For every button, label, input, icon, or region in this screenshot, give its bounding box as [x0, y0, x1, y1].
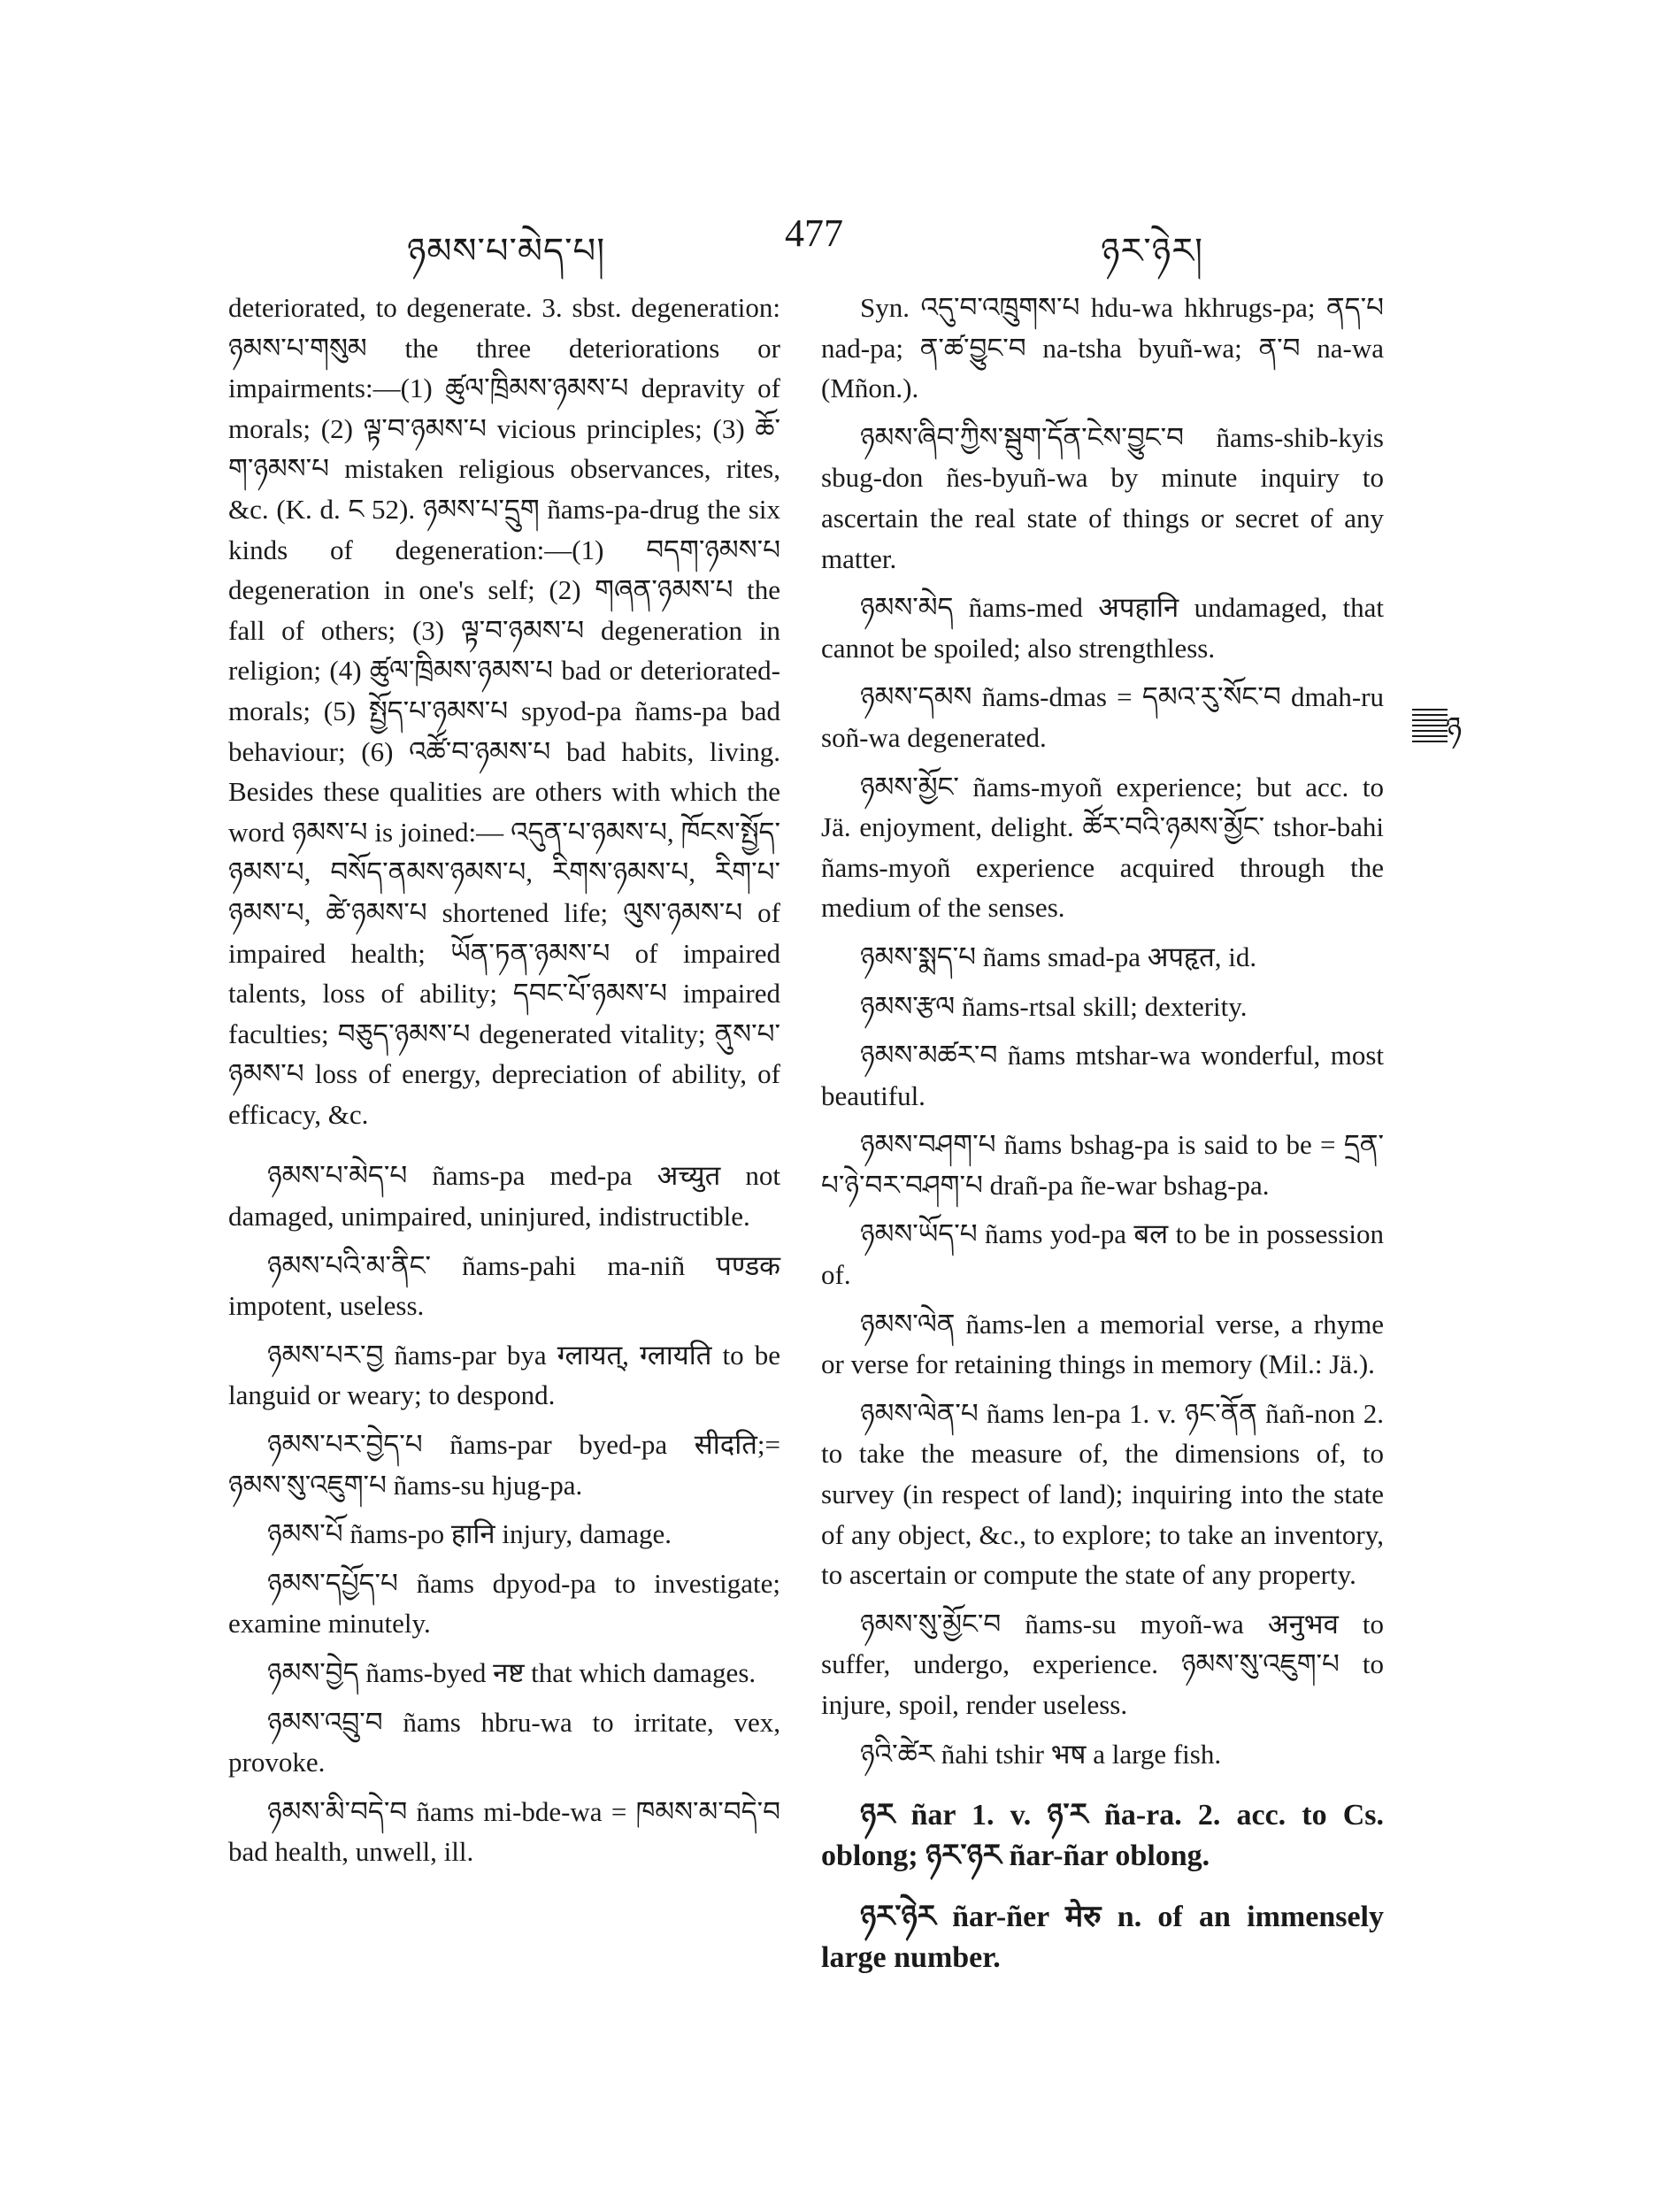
entry-nams-pahi-ma-nin: ཉམས་པའི་མ་ནིང་ ñams-pahi ma-niñ पण्डक impotent, useless.	[228, 1249, 780, 1322]
left-guide-word: ཉམས་པ་མེད་པ།	[407, 231, 606, 271]
thumb-index-letter: ཉ	[1446, 710, 1463, 746]
entry-nams-mi-bde-wa: ཉམས་མི་བདེ་བ ñams mi-bde-wa = ཁམས་མ་བདེ་བ bad health, unwell, ill.	[228, 1795, 780, 1868]
entry-nar-ner: ཉར་ཉེར ñar-ñer मेरु n. of an immensely large number.	[821, 1901, 1384, 1974]
entry-nams-myon: ཉམས་མྱོང་ ñams-myoñ experience; but acc. to Jä. enjoyment, delight. ཚོར་བའི་ཉམས་མྱོང་ tshor-bahi ñams-myoñ experience acquired through the medium of the senses.	[821, 771, 1384, 924]
entry-nahi-tshir: ཉའི་ཚེར ñahi tshir भष a large fish.	[860, 1738, 1222, 1770]
entry-nams-dpyod-pa: ཉམས་དཔྱོད་པ ñams dpyod-pa to investigate; examine minutely.	[228, 1567, 780, 1640]
entry-nams-hbru-wa: ཉམས་འབྲུ་བ ñams hbru-wa to irritate, vex, provoke.	[228, 1706, 780, 1778]
entry-nams-bshag-pa: ཉམས་བཤག་པ ñams bshag-pa is said to be = དྲན་པ་ཉེ་བར་བཤག་པ drañ-pa ñe-war bshag-pa.	[821, 1129, 1384, 1201]
page-number: 477	[785, 211, 843, 255]
running-header	[221, 211, 1407, 271]
entry-nams-par-bya: ཉམས་པར་བྱ ñams-par bya ग्लायत्, ग्लायति to be languid or weary; to despond.	[228, 1339, 780, 1411]
entry-nams-rtsal: ཉམས་རྩལ ñams-rtsal skill; dexterity.	[860, 990, 1248, 1022]
entry-nams-po: ཉམས་པོ ñams-po हानि injury, damage.	[267, 1518, 672, 1550]
thumb-index-tab	[1412, 704, 1467, 749]
entry-nams-par-byed-pa: ཉམས་པར་བྱེད་པ ñams-par byed-pa सीदति;= ཉམས་སུ་འཇུག་པ ñams-su hjug-pa.	[228, 1429, 780, 1501]
entry-nams-len-pa: ཉམས་ལེན་པ ñams len-pa 1. v. ཉང་ནོན ñañ-non 2. to take the measure of, the dimensions of, to survey (in respect of land); inquiring into the state of any object, &c., to explore; to take an inventory, to ascertain or compute the state of any property.	[821, 1397, 1384, 1591]
left-column	[228, 288, 780, 1881]
entry-nams-shib-kyis: ཉམས་ཞིབ་ཀྱིས་སྦུག་དོན་ངེས་བྱུང་བ ñams-shib-kyis sbug-don ñes-byuñ-wa by minute inquiry to ascertain the real state of things or secret of any matter.	[821, 421, 1384, 574]
right-guide-word: ཉར་ཉེར།	[1101, 231, 1203, 271]
thumb-index-icon	[1412, 704, 1467, 749]
entry-continuation: deteriorated, to degenerate. 3. sbst. degeneration: ཉམས་པ་གསུམ the three deteriorations or impairments:—(1) ཚུལ་ཁྲིམས་ཉམས་པ depravity of morals; (2) ལྟ་བ་ཉམས་པ vicious principles; (3) ཆོ་ག་ཉམས་པ mistaken religious observances, rites, &c. (K. d. ང 52). ཉམས་པ་དྲུག ñams-pa-drug the six kinds of degeneration:—(1) བདག་ཉམས་པ degeneration in one's self; (2) གཞན་ཉམས་པ the fall of others; (3) ལྟ་བ་ཉམས་པ degeneration in religion; (4) ཚུལ་ཁྲིམས་ཉམས་པ bad or deteriorated-morals; (5) སྤྱོད་པ་ཉམས་པ spyod-pa ñams-pa bad behaviour; (6) འཚོ་བ་ཉམས་པ bad habits, living. Besides these qualities are others with which the word ཉམས་པ is joined:— འདུན་པ་ཉམས་པ, ཁོངས་སྤྱོད་ཉམས་པ, བསོད་ནམས་ཉམས་པ, རིགས་ཉམས་པ, རིག་པ་ཉམས་པ, ཚེ་ཉམས་པ shortened life; ལུས་ཉམས་པ of impaired health; ཡོན་ཏན་ཉམས་པ of impaired talents, loss of ability; དབང་པོ་ཉམས་པ impaired faculties; བཅུད་ཉམས་པ degenerated vitality; ནུས་པ་ཉམས་པ loss of energy, depreciation of ability, of efficacy, &c.	[228, 292, 780, 1130]
entry-nams-yod-pa: ཉམས་ཡོད་པ ñams yod-pa बल to be in possession of.	[821, 1218, 1384, 1291]
entry-nar: ཉར ñar 1. v. ཉ་ར ña-ra. 2. acc. to Cs. oblong; ཉར་ཉར ñar-ñar oblong.	[821, 1799, 1384, 1872]
entry-nams-su-myon-wa: ཉམས་སུ་མྱོང་བ ñams-su myoñ-wa अनुभव to suffer, undergo, experience. ཉམས་སུ་འཇུག་པ to injure, spoil, render useless.	[821, 1608, 1384, 1720]
right-column	[821, 288, 1384, 1987]
entry-nams-mtshar-wa: ཉམས་མཚར་བ ñams mtshar-wa wonderful, most beautiful.	[821, 1040, 1384, 1111]
entry-nams-byed: ཉམས་བྱེད ñams-byed नष्ट that which damages.	[267, 1657, 757, 1688]
entry-nams-smad-pa: ཉམས་སྨད་པ ñams smad-pa अपहृत, id.	[860, 941, 1257, 972]
entry-nams-med: ཉམས་མེད ñams-med अपहानि undamaged, that cannot be spoiled; also strengthless.	[821, 592, 1384, 664]
entry-nams-dmas: ཉམས་དམས ñams-dmas = དམའ་རུ་སོང་བ dmah-ru soñ-wa degenerated.	[821, 681, 1384, 753]
entry-nams-pa-med-pa: ཉམས་པ་མེད་པ ñams-pa med-pa अच्युत not damaged, unimpaired, uninjured, indistructible.	[228, 1160, 780, 1233]
entry-nams-len: ཉམས་ལེན ñams-len a memorial verse, a rhyme or verse for retaining things in memory (Mil.: Jä.).	[821, 1308, 1384, 1380]
entry-synonyms: Syn. འདུ་བ་འཁྲུགས་པ hdu-wa hkhrugs-pa; ནད་པ nad-pa; ན་ཚ་བྱུང་བ na-tsha byuñ-wa; ན་བ na-wa (Mñon.).	[821, 292, 1384, 404]
